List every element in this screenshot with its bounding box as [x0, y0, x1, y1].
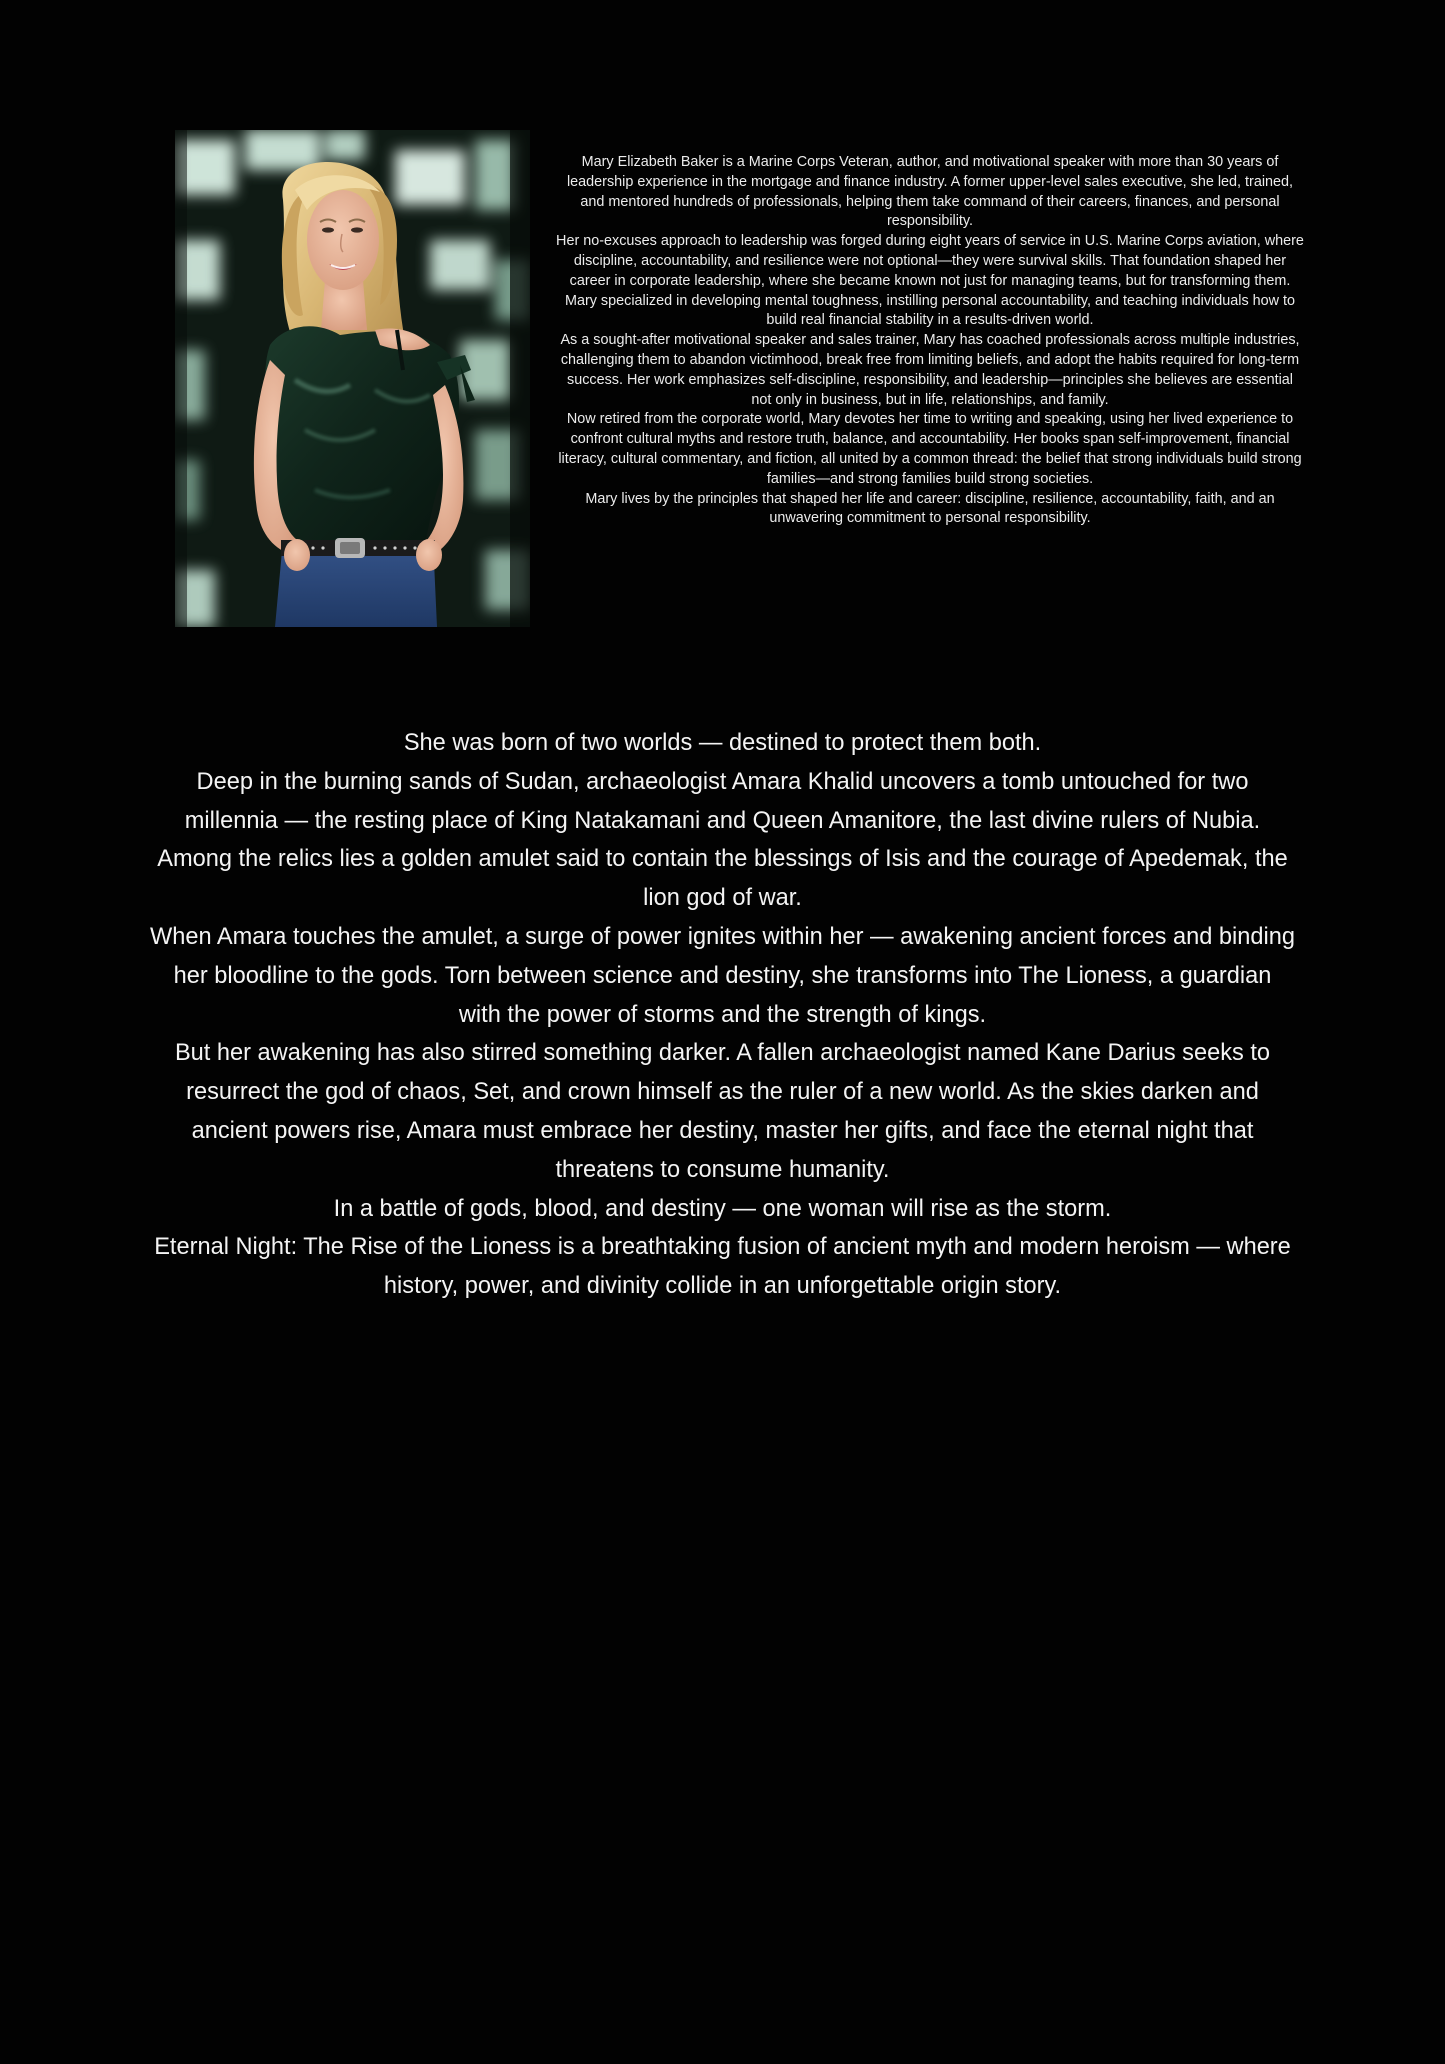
- blurb-paragraph: But her awakening has also stirred something darker. A fallen archaeologist named Kane Darius seeks to resurrect the god of chaos, Set, and crown himself as the ruler of a new world. As the skies darken and ancient powers rise, Amara must embrace her destiny, master her gifts, and face the eternal night that threatens to consume humanity.: [174, 1040, 1271, 1183]
- author-portrait-image: [175, 130, 530, 627]
- author-bio: [556, 153, 1304, 529]
- blurb-paragraph: Eternal Night: The Rise of the Lioness is a breathtaking fusion of ancient myth and modern heroism — where history, power, and divinity collide in an unforgettable origin story.: [154, 1234, 1291, 1300]
- author-photo: [175, 130, 530, 627]
- blurb-paragraph: When Amara touches the amulet, a surge of power ignites within her — awakening ancient forces and binding her bloodline to the gods. Torn between science and destiny, she transforms into The Lioness, a guardian with the power of storms and the strength of kings.: [150, 923, 1295, 1028]
- blurb-tagline: She was born of two worlds — destined to protect them both.: [403, 730, 1042, 756]
- bio-paragraph: Now retired from the corporate world, Mary devotes her time to writing and speaking, using her lived experience to confront cultural myths and restore truth, balance, and accountability. Her books span self-improvement, financial literacy, cultural commentary, and fiction, all united by a common thread: the belief that strong individuals build strong families—and strong families build strong societies.: [558, 411, 1302, 487]
- blurb-tagline: In a battle of gods, blood, and destiny — one woman will rise as the storm.: [333, 1195, 1112, 1222]
- blurb-paragraph: Deep in the burning sands of Sudan, archaeologist Amara Khalid uncovers a tomb untouched for two millennia — the resting place of King Natakamani and Queen Amanitore, the last divine rulers of Nubia. Among the relics lies a golden amulet said to contain the blessings of Isis and the courage of Apedemak, the lion god of war.: [157, 768, 1288, 912]
- book-blurb: [150, 724, 1295, 1306]
- bio-paragraph: Her no-excuses approach to leadership was forged during eight years of service in U.S. Marine Corps aviation, where discipline, accountability, and resilience were not optional—they were survival skills. That foundation shaped her career in corporate leadership, where she became known not just for managing teams, but for transforming them. Mary specialized in developing mental toughness, instilling personal accountability, and teaching individuals how to build real financial stability in a results-driven world.: [556, 233, 1304, 329]
- bio-paragraph: Mary lives by the principles that shaped her life and career: discipline, resilience, accountability, faith, and an unwavering commitment to personal responsibility.: [585, 490, 1275, 527]
- bio-paragraph: Mary Elizabeth Baker is a Marine Corps Veteran, author, and motivational speaker with more than 30 years of leadership experience in the mortgage and finance industry. A former upper-level sales executive, she led, trained, and mentored hundreds of professionals, helping them take command of their careers, finances, and personal responsibility.: [566, 154, 1294, 230]
- bio-paragraph: As a sought-after motivational speaker and sales trainer, Mary has coached professionals across multiple industries, challenging them to abandon victimhood, break free from limiting beliefs, and adopt the habits required for long-term success. Her work emphasizes self-discipline, responsibility, and leadership—principles she believes are essential not only in business, but in life, relationships, and family.: [560, 332, 1300, 408]
